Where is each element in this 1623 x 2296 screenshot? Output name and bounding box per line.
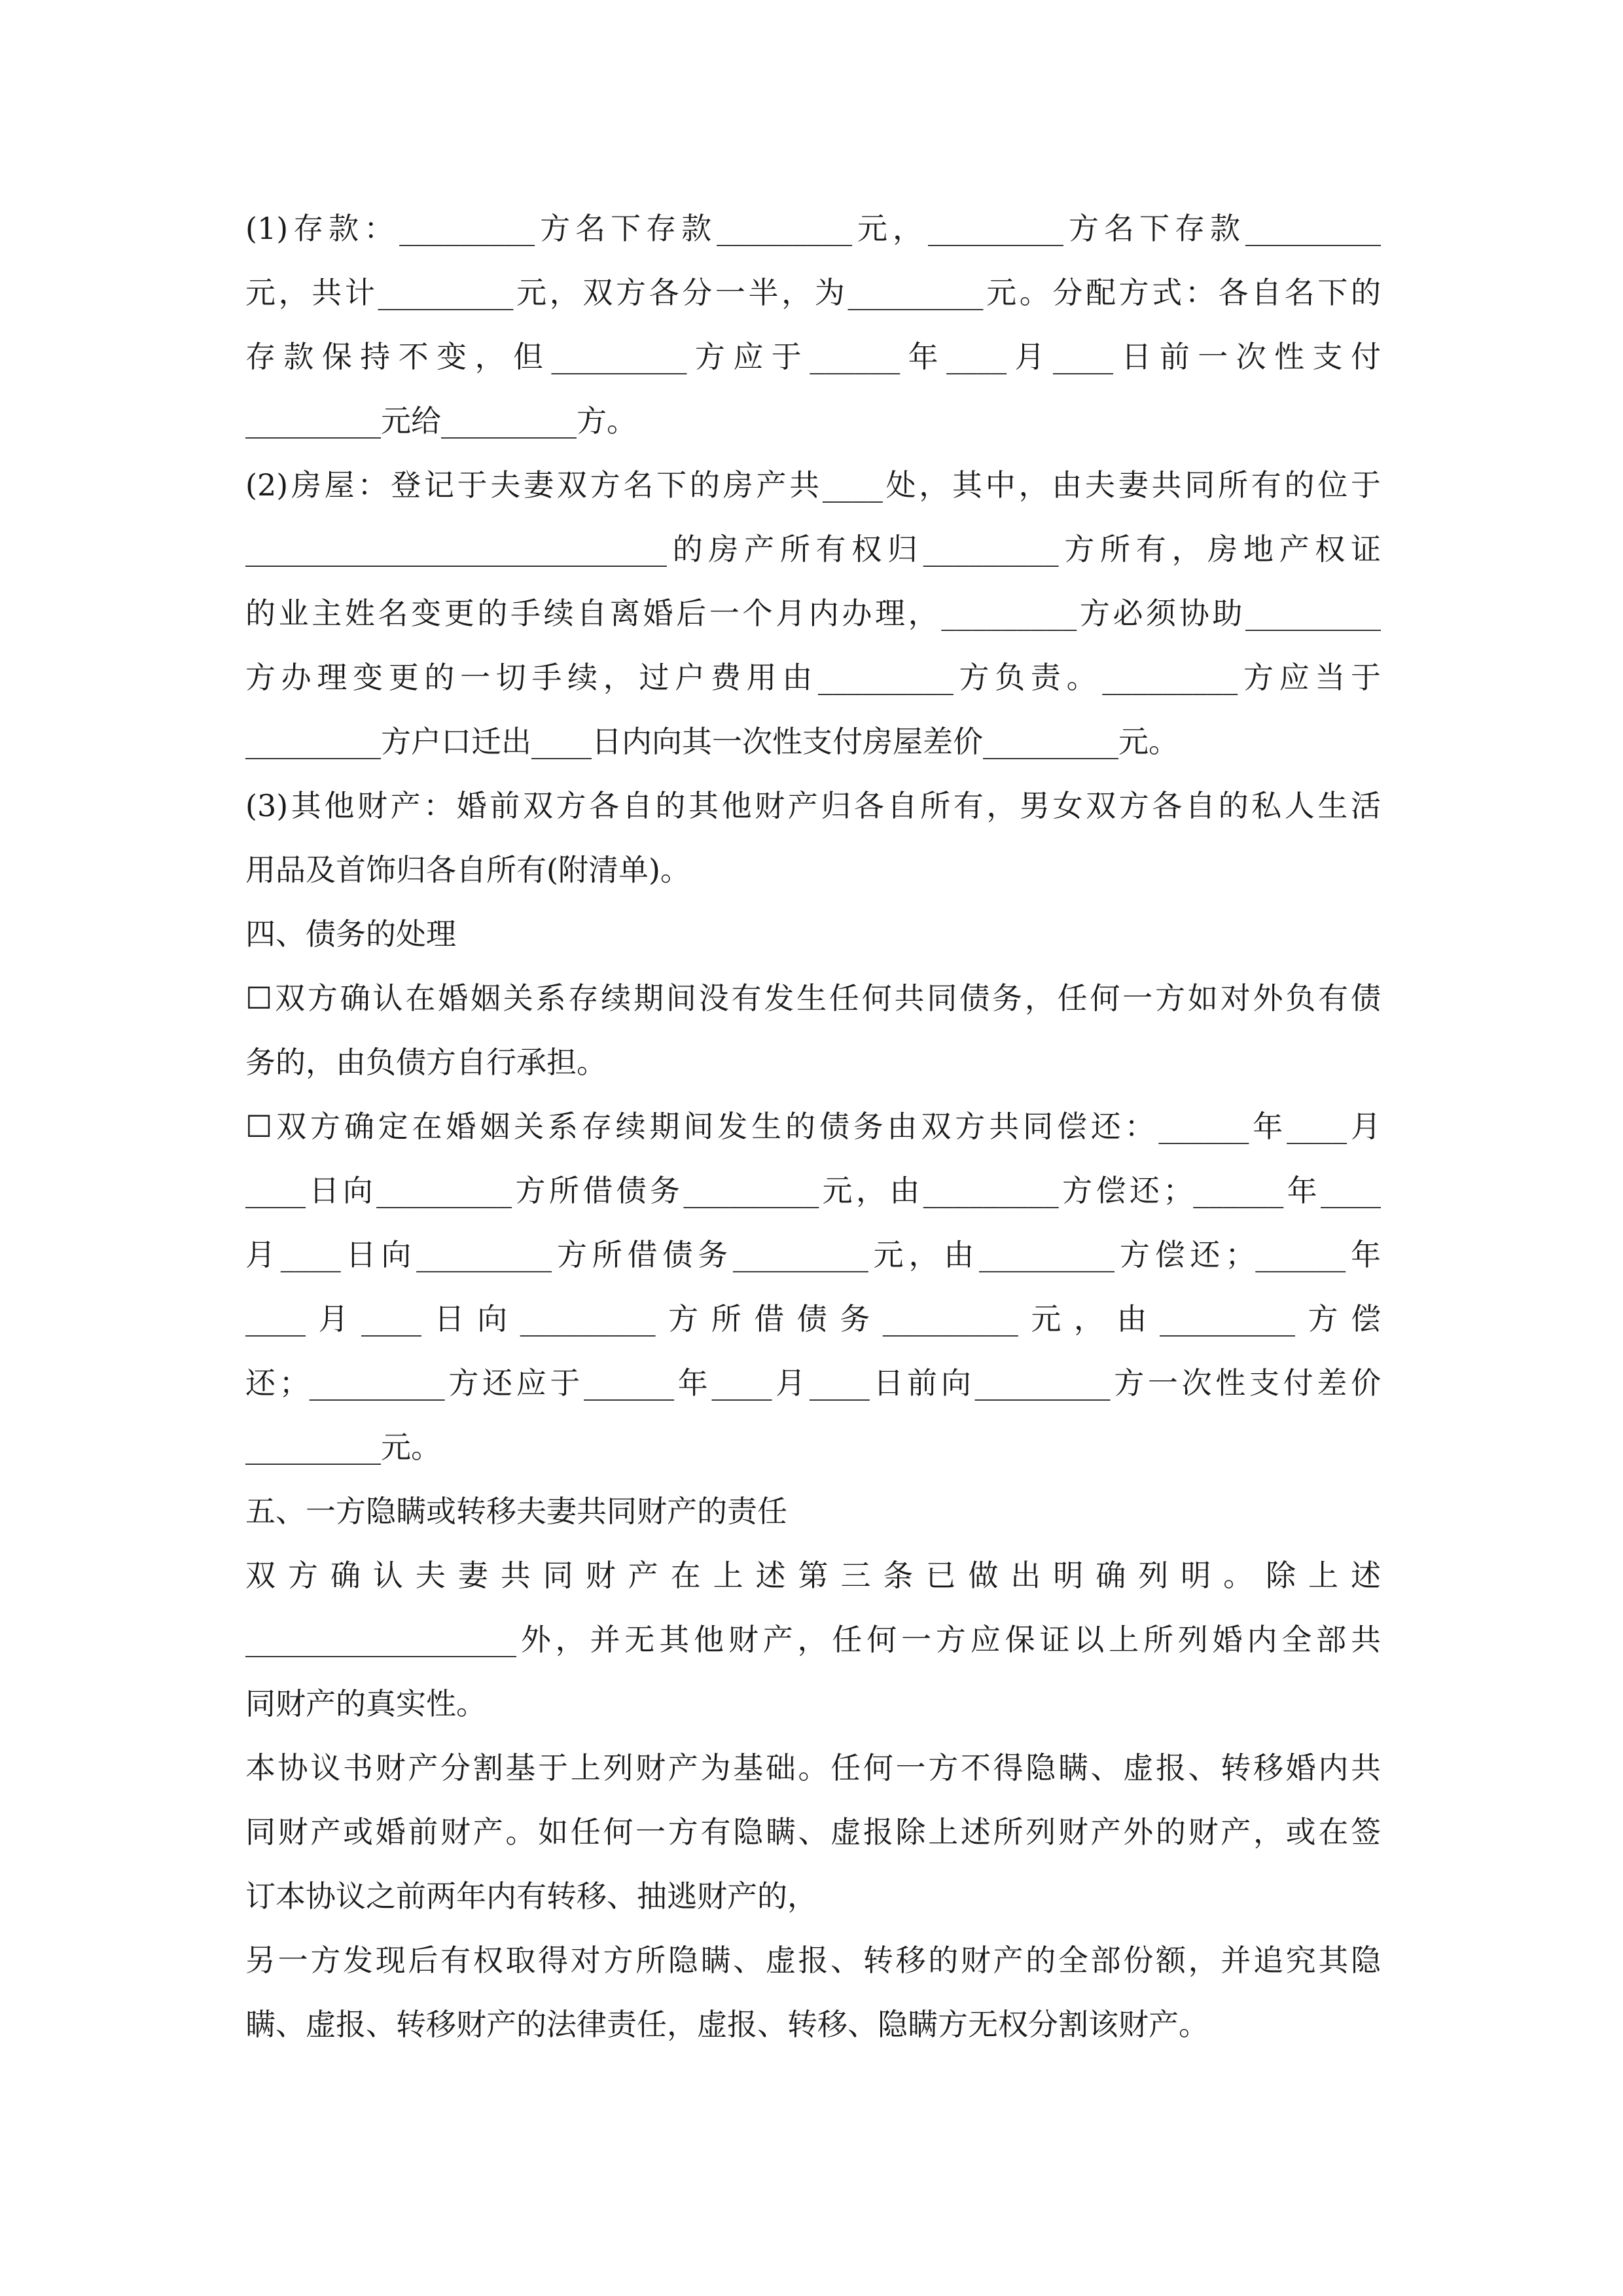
text-line: ____日向_________方所借债务_________元，由_________方偿还；______年____ [245, 1173, 1381, 1208]
text-line: 本协议书财产分割基于上列财产为基础。任何一方不得隐瞒、虚报、转移婚内共 [245, 1750, 1381, 1785]
text-line: ☐双方确定在婚姻关系存续期间发生的债务由双方共同偿还：______年____月 [245, 1109, 1381, 1144]
document-body [245, 196, 1381, 2056]
text-line: 另一方发现后有权取得对方所隐瞒、虚报、转移的财产的全部份额，并追究其隐 [245, 1943, 1381, 1978]
text-line: _________元。 [245, 1429, 441, 1465]
text-line: ____月____日向_________方所借债务_________元，由_________方偿 [245, 1301, 1381, 1336]
text-line: _________元给_________方。 [245, 403, 637, 439]
text-line: 务的，由负债方自行承担。 [245, 1045, 607, 1080]
text-line: ____________________________的房产所有权归_________方所有，房地产权证 [245, 531, 1381, 567]
text-line: ☐双方确认在婚姻关系存续期间没有发生任何共同债务，任何一方如对外负有债 [245, 980, 1381, 1016]
text-line: 订本协议之前两年内有转移、抽逃财产的， [245, 1878, 817, 1914]
text-line: 用品及首饰归各自所有(附清单)。 [245, 852, 690, 888]
text-line: 还；_________方还应于______年____月____日前向_________方一次性支付差价 [245, 1365, 1381, 1401]
text-line: 元，共计_________元，双方各分一半，为_________元。分配方式：各自名下的 [245, 275, 1381, 310]
text-line: 的业主姓名变更的手续自离婚后一个月内办理，_________方必须协助_________ [245, 596, 1381, 631]
text-line: _________方户口迁出____日内向其一次性支付房屋差价_________元。 [245, 724, 1179, 759]
text-line: 方办理变更的一切手续，过户费用由_________方负责。_________方应当于 [245, 660, 1381, 695]
text-line: __________________外，并无其他财产，任何一方应保证以上所列婚内全部共 [245, 1622, 1381, 1657]
text-line: (1)存款：_________方名下存款_________元，_________方名下存款_________ [245, 211, 1381, 246]
section-heading: 四、债务的处理 [245, 916, 456, 952]
text-line: 存款保持不变，但_________方应于______年____月____日前一次性支付 [245, 339, 1381, 374]
text-line: 月____日向_________方所借债务_________元，由_________方偿还；______年 [245, 1237, 1381, 1272]
text-line: 同财产或婚前财产。如任何一方有隐瞒、虚报除上述所列财产外的财产，或在签 [245, 1814, 1381, 1850]
text-line: 瞒、虚报、转移财产的法律责任，虚报、转移、隐瞒方无权分割该财产。 [245, 2007, 1209, 2042]
text-line: 同财产的真实性。 [245, 1686, 486, 1721]
section-heading: 五、一方隐瞒或转移夫妻共同财产的责任 [245, 1494, 787, 1529]
text-line: 双方确认夫妻共同财产在上述第三条已做出明确列明。除上述 [245, 1558, 1381, 1593]
text-line: (2)房屋：登记于夫妻双方名下的房产共____处，其中，由夫妻共同所有的位于 [245, 467, 1381, 503]
text-line: (3)其他财产：婚前双方各自的其他财产归各自所有，男女双方各自的私人生活 [245, 788, 1381, 823]
